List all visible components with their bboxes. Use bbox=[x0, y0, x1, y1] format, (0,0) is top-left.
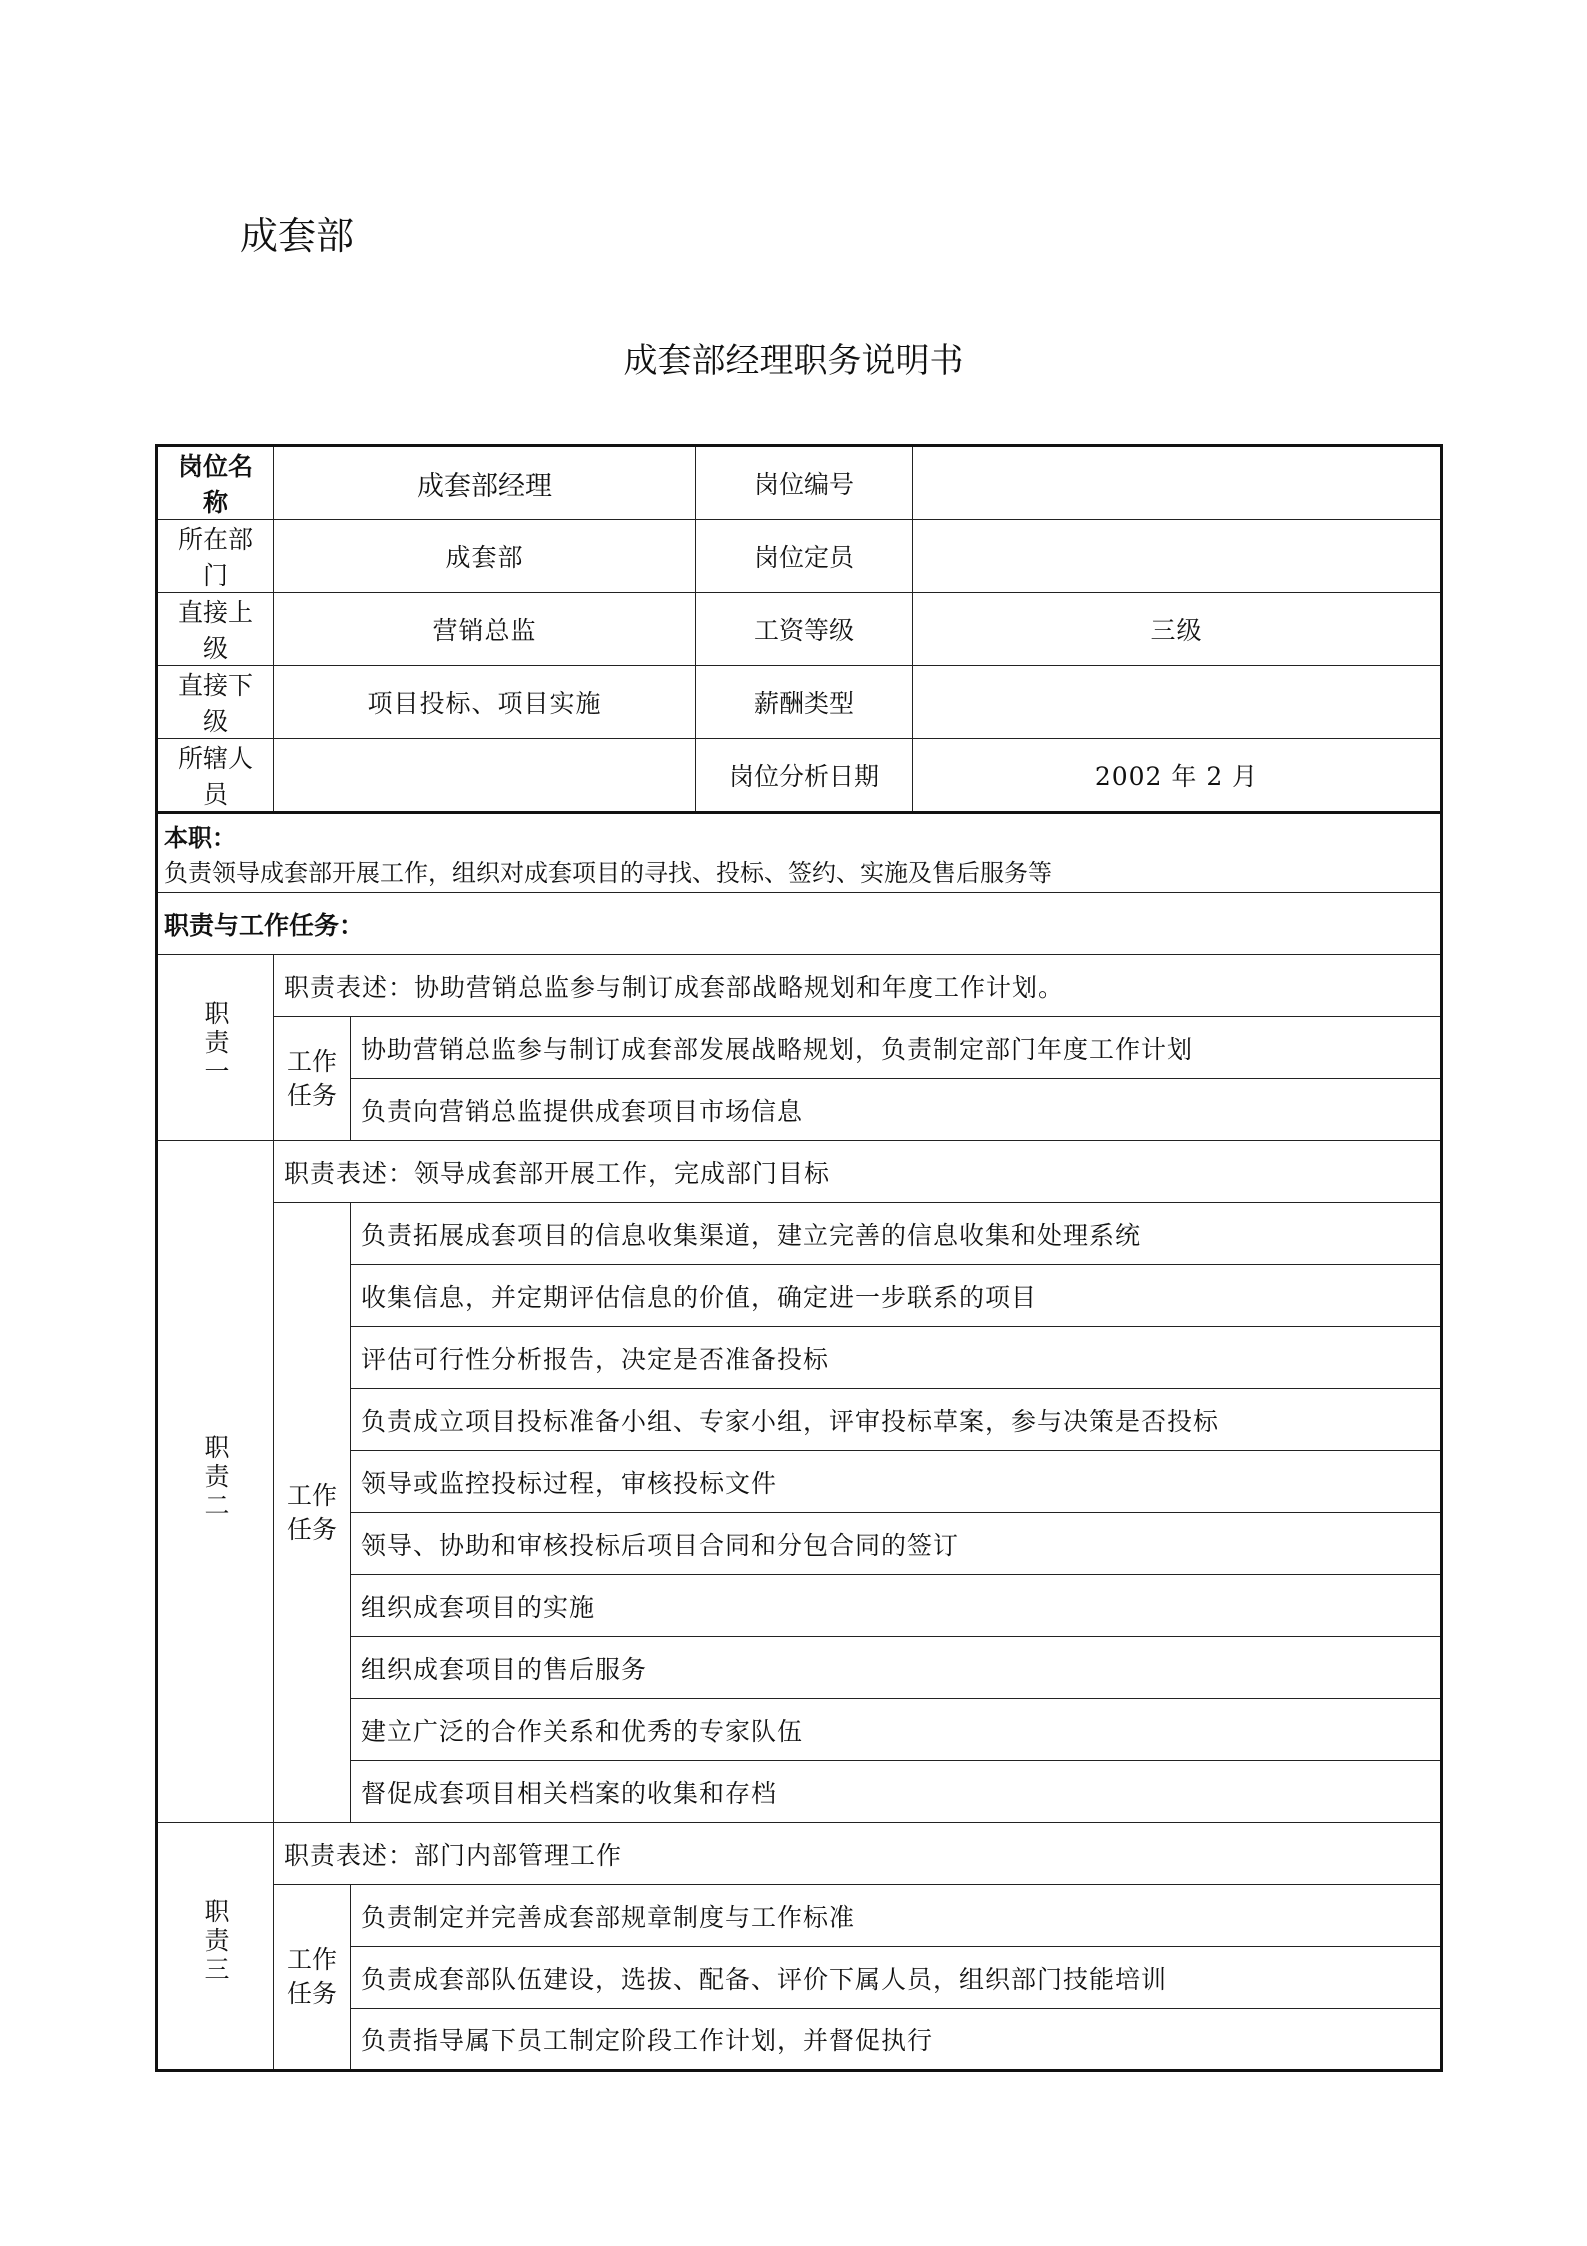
duty-3-name-text: 职责三 bbox=[201, 1898, 230, 1985]
staff-value bbox=[274, 739, 696, 813]
info-row-staff bbox=[157, 739, 1442, 813]
headcount-value bbox=[913, 520, 1442, 593]
duty-1-name-text: 职责一 bbox=[201, 999, 230, 1087]
duty-1-task-label bbox=[274, 1017, 351, 1141]
duties-header-row bbox=[157, 893, 1442, 955]
task-row bbox=[157, 1885, 1442, 1947]
duty-1-desc: 职责表述：协助营销总监参与制订成套部战略规划和年度工作计划。 bbox=[274, 955, 1442, 1017]
duty-2-task-4: 负责成立项目投标准备小组、专家小组，评审投标草案，参与决策是否投标 bbox=[351, 1389, 1442, 1451]
duty-2-task-1: 负责拓展成套项目的信息收集渠道，建立完善的信息收集和处理系统 bbox=[351, 1203, 1442, 1265]
duty-2-task-6: 领导、协助和审核投标后项目合同和分包合同的签订 bbox=[351, 1513, 1442, 1575]
headcount-label: 岗位定员 bbox=[696, 520, 913, 593]
duty-3-desc-row bbox=[157, 1823, 1442, 1885]
department-heading: 成套部 bbox=[240, 214, 355, 258]
document-title: 成套部经理职务说明书 bbox=[623, 341, 964, 381]
duty-2-task-3: 评估可行性分析报告，决定是否准备投标 bbox=[351, 1327, 1442, 1389]
duty-2-task-7: 组织成套项目的实施 bbox=[351, 1575, 1442, 1637]
duty-3-task-2: 负责成套部队伍建设，选拔、配备、评价下属人员，组织部门技能培训 bbox=[351, 1947, 1442, 2009]
duty-2-task-10: 督促成套项目相关档案的收集和存档 bbox=[351, 1761, 1442, 1823]
salary-grade-value: 三级 bbox=[913, 593, 1442, 666]
superior-label: 直接上级 bbox=[157, 593, 274, 666]
duty-1-name bbox=[157, 955, 274, 1141]
subordinate-value: 项目投标、项目实施 bbox=[274, 666, 696, 739]
duty-3-desc: 职责表述：部门内部管理工作 bbox=[274, 1823, 1442, 1885]
summary-text: 负责领导成套部开展工作，组织对成套项目的寻找、投标、签约、实施及售后服务等 bbox=[164, 859, 1052, 887]
position-name-value: 成套部经理 bbox=[274, 446, 696, 520]
analysis-date-value: 2002 年 2 月 bbox=[913, 739, 1442, 813]
duty-2-task-2: 收集信息，并定期评估信息的价值，确定进一步联系的项目 bbox=[351, 1265, 1442, 1327]
department-value: 成套部 bbox=[274, 520, 696, 593]
duty-1-task-2: 负责向营销总监提供成套项目市场信息 bbox=[351, 1079, 1442, 1141]
analysis-date-label: 岗位分析日期 bbox=[696, 739, 913, 813]
department-label: 所在部门 bbox=[157, 520, 274, 593]
position-name-label: 岗位名称 bbox=[157, 446, 274, 520]
duty-3-task-label bbox=[274, 1885, 351, 2071]
task-label-text: 工作任务 bbox=[286, 1945, 337, 2008]
duty-1-task-1: 协助营销总监参与制订成套部发展战略规划，负责制定部门年度工作计划 bbox=[351, 1017, 1442, 1079]
superior-value: 营销总监 bbox=[274, 593, 696, 666]
duty-2-desc-row bbox=[157, 1141, 1442, 1203]
duty-3-name bbox=[157, 1823, 274, 2071]
subordinate-label: 直接下级 bbox=[157, 666, 274, 739]
duties-header: 职责与工作任务： bbox=[157, 893, 1442, 955]
duty-2-task-8: 组织成套项目的售后服务 bbox=[351, 1637, 1442, 1699]
summary-cell bbox=[157, 813, 1442, 893]
duty-1-desc-row bbox=[157, 955, 1442, 1017]
duty-3-task-3: 负责指导属下员工制定阶段工作计划，并督促执行 bbox=[351, 2009, 1442, 2071]
task-label-text: 工作任务 bbox=[286, 1480, 337, 1544]
info-row-subordinate bbox=[157, 666, 1442, 739]
info-row-superior bbox=[157, 593, 1442, 666]
info-row-position bbox=[157, 446, 1442, 520]
duty-3-task-1: 负责制定并完善成套部规章制度与工作标准 bbox=[351, 1885, 1442, 1947]
duty-2-task-5: 领导或监控投标过程，审核投标文件 bbox=[351, 1451, 1442, 1513]
staff-label: 所辖人员 bbox=[157, 739, 274, 813]
duty-2-task-label bbox=[274, 1203, 351, 1823]
summary-label: 本职： bbox=[164, 824, 236, 852]
task-label-text: 工作任务 bbox=[286, 1046, 337, 1110]
duty-2-name bbox=[157, 1141, 274, 1823]
duty-2-desc: 职责表述：领导成套部开展工作，完成部门目标 bbox=[274, 1141, 1442, 1203]
salary-grade-label: 工资等级 bbox=[696, 593, 913, 666]
info-row-department bbox=[157, 520, 1442, 593]
duty-2-task-9: 建立广泛的合作关系和优秀的专家队伍 bbox=[351, 1699, 1442, 1761]
pay-type-label: 薪酬类型 bbox=[696, 666, 913, 739]
duty-2-name-text: 职责二 bbox=[201, 1433, 230, 1521]
position-no-value bbox=[913, 446, 1442, 520]
pay-type-value bbox=[913, 666, 1442, 739]
position-no-label: 岗位编号 bbox=[696, 446, 913, 520]
task-row bbox=[157, 1017, 1442, 1079]
summary-row bbox=[157, 813, 1442, 893]
task-row bbox=[157, 1203, 1442, 1265]
job-description-table bbox=[155, 444, 1443, 2072]
